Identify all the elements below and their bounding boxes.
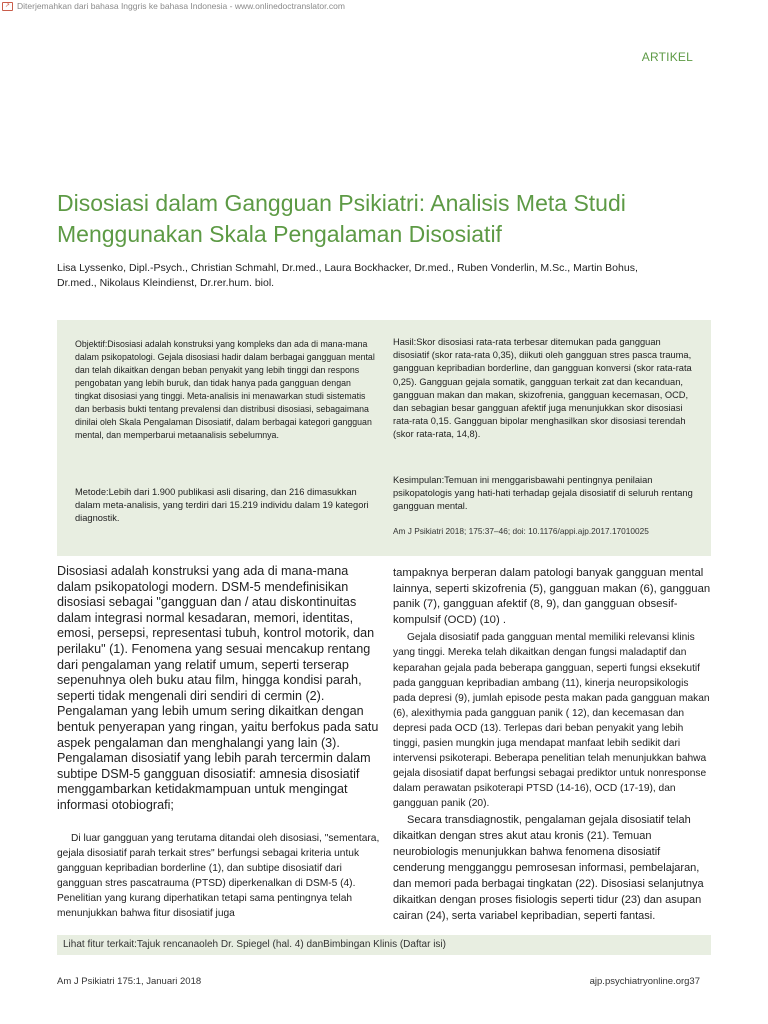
abstract-conclusions: Kesimpulan:Temuan ini menggarisbawahi pentingnya penilaian psikopatologis yang hati-hati terhadap gejala disosiatif di seluruh rentang gangguan mental. [393, 475, 693, 512]
footer-url[interactable]: ajp.psychiatryonline.org37 [589, 976, 700, 987]
translator-banner[interactable] [0, 0, 345, 12]
body-paragraph: Di luar gangguan yang terutama ditandai oleh disosiasi, "sementara, gejala disosiatif parah terkait stres" berfungsi sebagai kriteria untuk gangguan kepribadian borderline (1), dan subtipe disosiatif dari gangguan stres pascatrauma (PTSD) diperkenalkan di DSM-5 (4). Penelitian yang kurang diperhatikan tetapi sama pentingnya telah menunjukkan bahwa fitur disosiatif juga [57, 832, 380, 919]
translator-banner-text[interactable]: Diterjemahkan dari bahasa Inggris ke bahasa Indonesia - www.onlinedoctranslator.com [17, 1, 345, 11]
abstract-citation: Am J Psikiatri 2018; 175:37–46; doi: 10.1176/appi.ajp.2017.17010025 [393, 526, 649, 536]
body-continued-paragraph: tampaknya berperan dalam patologi banyak gangguan mental lainnya, seperti skizofrenia (5), gangguan makan (6), gangguan panik (7), gangguan afektif (8, 9), dan gangguan obsesif-kompulsif (OCD) (10) . [393, 567, 711, 626]
article-title: Disosiasi dalam Gangguan Psikiatri: Analisis Meta Studi Menggunakan Skala Pengalaman Disosiatif [57, 190, 626, 247]
abstract-method: Metode:Lebih dari 1.900 publikasi asli disaring, dan 216 dimasukkan dalam meta-analisis, yang terdiri dari 15.219 individu dalam 19 kategori diagnostik. [75, 487, 369, 524]
intro-lead-paragraph: Disosiasi adalah konstruksi yang ada di mana-mana dalam psikopatologi modern. DSM-5 mendefinisikan disosiasi sebagai "gangguan dan / atau diskontinuitas dalam integrasi normal kesadaran, memori, identitas, emosi, persepsi, representasi tubuh, kontrol motorik, dan perilaku" (1). Fenomena yang sesuai mencakup rentang dari pengalaman yang relatif umum, seperti terserap sepenuhnya oleh buku atau film, hingga kondisi parah, seperti tidak mengenali diri sendiri di cermin (2). Pengalaman yang lebih umum sering dikaitkan dengan bentuk penyerapan yang ringan, yaitu berfokus pada satu aspek pengalaman dan menghalangi yang lain (3). Pengalaman disosiatif yang lebih parah tercermin dalam subtipe DSM-5 gangguan disosiatif: amnesia disosiatif menggambarkan ketidakmampuan untuk mengingat informasi otobiografi; [57, 564, 379, 812]
translator-logo-icon: ↗ [2, 2, 13, 11]
abstract-objective: Objektif:Disosiasi adalah konstruksi yang kompleks dan ada di mana-mana dalam psikopatologi. Gejala disosiasi hadir dalam berbagai gangguan mental dan telah dikaitkan dengan beban penyakit yang lebih tinggi dan respons pengobatan yang lebih buruk, dan tidak hanya pada gangguan dengan tingkat disosiasi yang tinggi. Meta-analisis ini menawarkan studi sistematis dan berbasis bukti tentang prevalensi dan distribusi disosiasi, sebagaimana dinilai oleh Skala Pengalaman Disosiatif, dalam berbagai kategori gangguan mental, dan memperbarui metaanalisis sebelumnya. [75, 339, 375, 440]
section-label: ARTIKEL [641, 50, 693, 64]
body-column-left [57, 564, 383, 921]
body-paragraph: Secara transdiagnostik, pengalaman gejala disosiatif telah dikaitkan dengan stres akut atau kronis (21). Temuan neurobiologis menunjukkan bahwa fenomena disosiatif cenderung mengganggu pemrosesan informasi, pembelajaran, dan memori pada berbagai tingkatan (22). Disosiasi selanjutnya dikaitkan dengan proses fisiologis seperti tidur (23) dan asupan cairan (24), serta variabel kepribadian, seperti fantasi. [393, 813, 704, 922]
abstract-results: Hasil:Skor disosiasi rata-rata terbesar ditemukan pada gangguan disosiatif (skor rata-rata 0,35), diikuti oleh gangguan stres pasca trauma, gangguan kepribadian borderline, dan gangguan konversi (skor rata-rata 0,25). Gangguan gejala somatik, gangguan terkait zat dan kecanduan, gangguan makan dan makan, skizofrenia, gangguan kecemasan, OCD, dan sebagian besar gangguan afektif juga menunjukkan skor disosiasi rata-rata 0,15. Gangguan bipolar menghasilkan skor disosiasi terendah (skor rata-rata, 14,8). [393, 337, 692, 440]
footer-journal: Am J Psikiatri 175:1, Januari 2018 [57, 976, 202, 987]
body-paragraph: Gejala disosiatif pada gangguan mental memiliki relevansi klinis yang tinggi. Mereka telah dikaitkan dengan fungsi maladaptif dan keparahan gejala pada beberapa gangguan, seperti fungsi eksekutif pada gangguan kepribadian ambang (11), kinerja neuropsikologis pada depresi (9), jumlah episode pesta makan pada gangguan makan (6), alexithymia pada gangguan panik ( 12), dan kecemasan dan depresi pada OCD (13). Terlepas dari beban penyakit yang lebih tinggi, pasien mungkin juga mendapat manfaat lebih sedikit dari intervensi psikoterapi. Beberapa penelitian telah menunjukkan bahwa gejala disosiatif dapat berfungsi sebagai prediktor untuk nonresponse dalam perawatan psikoterapi PTSD (14-16), OCD (17-19), dan gangguan panik (20). [393, 632, 710, 810]
body-column-right [393, 566, 713, 924]
abstract-box [57, 320, 711, 556]
article-authors: Lisa Lyssenko, Dipl.-Psych., Christian Schmahl, Dr.med., Laura Bockhacker, Dr.med., Ruben Vonderlin, M.Sc., Martin Bohus, Dr.med., Nikolaus Kleindienst, Dr.rer.hum. biol. [57, 262, 638, 289]
related-features-bar[interactable]: Lihat fitur terkait:Tajuk rencanaoleh Dr. Spiegel (hal. 4) danBimbingan Klinis (Daftar isi) [57, 935, 711, 955]
